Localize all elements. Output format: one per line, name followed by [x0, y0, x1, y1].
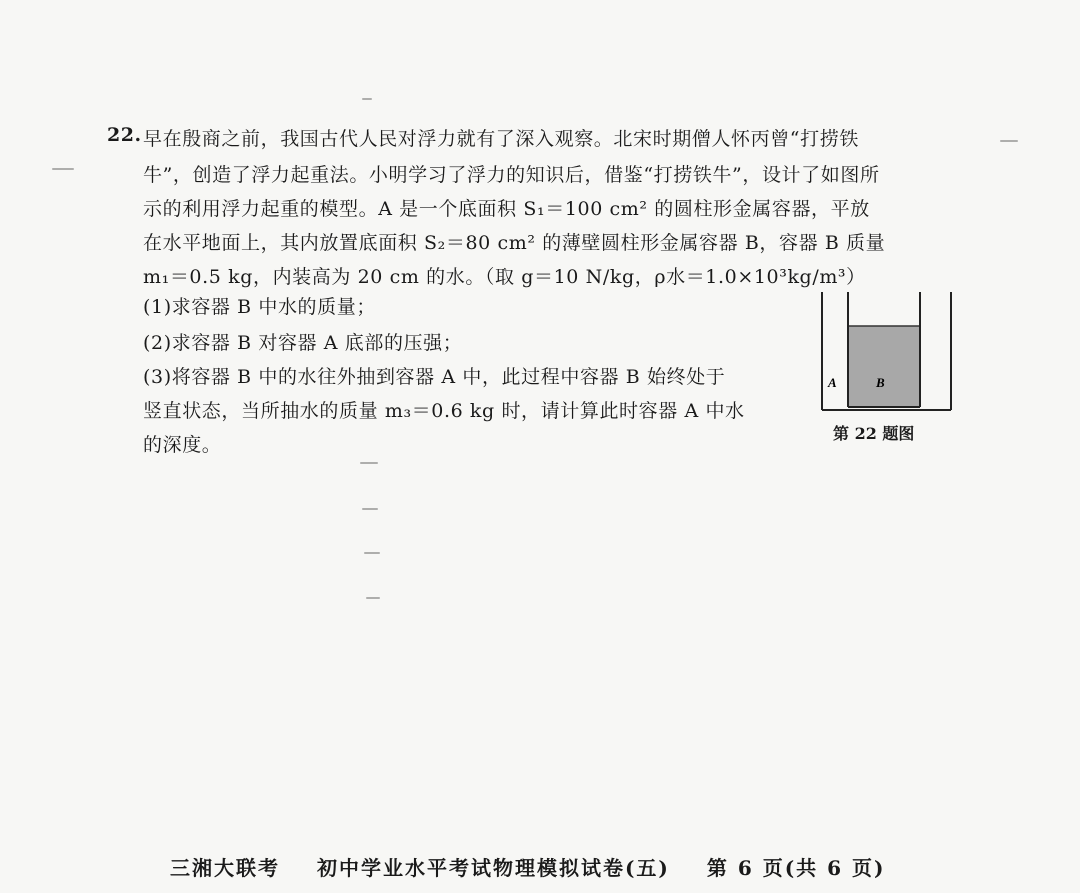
- containers-diagram: [816, 290, 956, 415]
- question-part-3: (3)将容器 B 中的水往外抽到容器 A 中，此过程中容器 B 始终处于: [143, 366, 726, 388]
- question-text-line-4: 在水平地面上，其内放置底面积 S₂＝80 cm² 的薄壁圆柱形金属容器 B，容器 B 质量: [143, 232, 886, 254]
- scan-mark: [360, 462, 378, 464]
- scan-mark: [52, 168, 74, 170]
- question-text-line-3: 示的利用浮力起重的模型。A 是一个底面积 S₁＝100 cm² 的圆柱形金属容器，平放: [143, 198, 870, 220]
- scan-mark: [362, 508, 378, 510]
- footer-page-number: 第 6 页(共 6 页): [706, 856, 886, 880]
- question-number: 22.: [107, 124, 142, 146]
- question-part-1: (1)求容器 B 中水的质量；: [143, 296, 376, 318]
- question-text-line-5: m₁＝0.5 kg，内装高为 20 cm 的水。（取 g＝10 N/kg，ρ水＝1.0×10³kg/m³）: [143, 266, 866, 288]
- question-part-3-end: 的深度。: [143, 434, 222, 456]
- footer-publisher: 三湘大联考: [170, 856, 280, 880]
- scan-mark: [1000, 140, 1018, 142]
- scan-mark: [362, 98, 372, 100]
- scan-mark: [364, 552, 380, 554]
- label-b: B: [876, 375, 885, 390]
- figure-caption: 第 22 题图: [833, 424, 915, 443]
- question-text-line-1: 早在殷商之前，我国古代人民对浮力就有了深入观察。北宋时期僧人怀丙曾“打捞铁: [143, 128, 859, 150]
- label-a: A: [828, 375, 837, 390]
- question-text-line-2: 牛”，创造了浮力起重法。小明学习了浮力的知识后，借鉴“打捞铁牛”，设计了如图所: [143, 164, 880, 186]
- page-footer: [170, 852, 913, 881]
- question-part-2: (2)求容器 B 对容器 A 底部的压强；: [143, 332, 463, 354]
- footer-exam-title: 初中学业水平考试物理模拟试卷(五): [316, 856, 670, 880]
- scan-mark: [366, 597, 380, 599]
- question-part-3-cont: 竖直状态，当所抽水的质量 m₃＝0.6 kg 时，请计算此时容器 A 中水: [143, 400, 745, 422]
